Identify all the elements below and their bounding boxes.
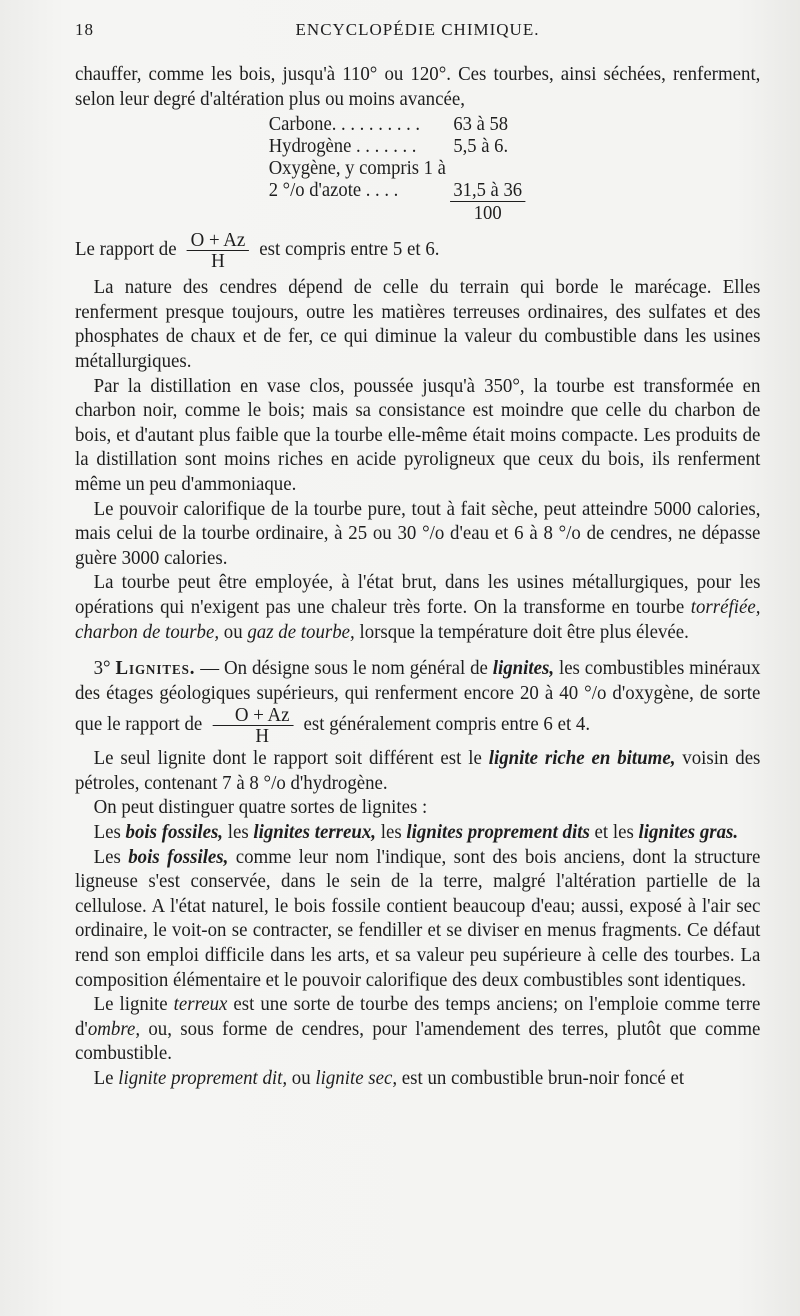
section-heading: Lignites. bbox=[115, 657, 196, 680]
comp-value: 63 à 58 bbox=[453, 113, 509, 136]
table-row bbox=[265, 113, 526, 135]
table-row bbox=[265, 157, 526, 179]
rapport-line bbox=[75, 230, 712, 271]
paragraph-9: Les bois fossiles, les lignites terreux, les lignites proprement dits et les lignites gras. bbox=[93, 821, 739, 844]
paragraph-8: On peut distinguer quatre sortes de lignites : bbox=[93, 796, 428, 819]
rapport-before: Le rapport de bbox=[75, 238, 177, 261]
comp-value: 31,5 à 36 bbox=[450, 179, 526, 202]
comp-label: Carbone. . . . . . . . . . bbox=[268, 113, 421, 136]
fraction-denominator: H bbox=[211, 250, 225, 273]
paragraph-12: Le lignite proprement dit, ou lignite sec, est un combustible brun-noir foncé et bbox=[93, 1067, 685, 1089]
fraction-numerator: O + Az bbox=[187, 230, 249, 251]
comp-total: 100 bbox=[473, 202, 502, 225]
comp-label: 2 °/o d'azote . . . . bbox=[268, 179, 399, 202]
paragraph-2: La nature des cendres dépend de celle du terrain qui borde le marécage. Elles renferment presque toujours, outre les matières terreuses ordinaires, des sulfates et des phosphates de chaux et de fer, ce qui diminue la valeur du combustible dans les usines métallurgiques. bbox=[75, 276, 761, 372]
running-title: ENCYCLOPÉDIE CHIMIQUE. bbox=[295, 20, 540, 39]
paragraph-5: La tourbe peut être employée, à l'état brut, dans les usines métallurgiques, pour les opérations qui n'exigent pas une chaleur très forte. On la transforme en tourbe torréfiée, charbon de tourbe, ou gaz de tourbe, lorsque la température doit être plus élevée. bbox=[75, 571, 761, 643]
paragraph-4: Le pouvoir calorifique de la tourbe pure, tout à fait sèche, peut atteindre 5000 calories, mais celui de la tourbe ordinaire, à 25 ou 30 °/o d'eau et 6 à 8 °/o de cendres, ne dépasse guère 3000 calories. bbox=[75, 497, 761, 569]
paragraph-11: Le lignite terreux est une sorte de tourbe des temps anciens; on l'emploie comme terre d'ombre, ou, sous forme de cendres, pour l'amendement des terres, plutôt que comme combustible. bbox=[75, 993, 761, 1065]
fraction bbox=[187, 230, 249, 271]
paragraph-3: Par la distillation en vase clos, poussée jusqu'à 350°, la tourbe est transformée en charbon noir, comme le bois; mais sa consistance est moindre que celle du charbon de bois, et d'autant plus faible que la tourbe elle-même était moins compacte. Les produits de la distillation sont moins riches en acide pyroligneux que ceux du bois, ils renferment même un peu d'ammoniaque. bbox=[75, 374, 761, 495]
paragraph-7: Le seul lignite dont le rapport soit différent est le lignite riche en bitume, voisin des pétroles, contenant 7 à 8 °/o d'hydrogène. bbox=[75, 747, 761, 794]
page-number: 18 bbox=[75, 20, 94, 39]
comp-label: Oxygène, y compris 1 à bbox=[268, 157, 446, 180]
comp-label: Hydrogène . . . . . . . bbox=[268, 135, 417, 158]
table-row bbox=[265, 135, 526, 157]
paragraph-1: chauffer, comme les bois, jusqu'à 110° ou 120°. Ces tourbes, ainsi séchées, renferment, selon leur degré d'altération plus ou moins avancée, bbox=[75, 63, 761, 110]
paragraph-10: Les bois fossiles, comme leur nom l'indique, sont des bois anciens, dont la structure ligneuse s'est conservée, dans le sein de la terre, malgré l'altération partielle de la cellulose. A l'état naturel, le bois fossile contient beaucoup d'eau; aussi, exposé à l'air sec ordinaire, le voit-on se contracter, se fendiller et se diviser en menus fragments. Ce défaut rend son emploi difficile dans les arts, et sa valeur peu supérieure à celle des tourbes. La composition élémentaire et le pouvoir calorifique des deux combustibles sont identiques. bbox=[75, 845, 761, 991]
table-row bbox=[265, 179, 526, 202]
paragraph-lignites: 3° Lignites. — On désigne sous le nom général de lignites, les combustibles minéraux des étages géologiques supérieurs, qui renferment encore 20 à 40 °/o d'oxygène, de sorte que le rapport de $\frac{O + Az}{H}$ est généralement compris entre 6 et 4. bbox=[75, 657, 761, 748]
rapport-after: est compris entre 5 et 6. bbox=[259, 238, 440, 261]
table-row bbox=[265, 202, 526, 225]
comp-value: 5,5 à 6. bbox=[453, 135, 509, 158]
composition-table bbox=[265, 113, 526, 224]
page-header bbox=[75, 16, 760, 46]
fraction: $\frac{O + Az}{H}$ bbox=[213, 705, 294, 746]
comp-value bbox=[450, 157, 526, 179]
